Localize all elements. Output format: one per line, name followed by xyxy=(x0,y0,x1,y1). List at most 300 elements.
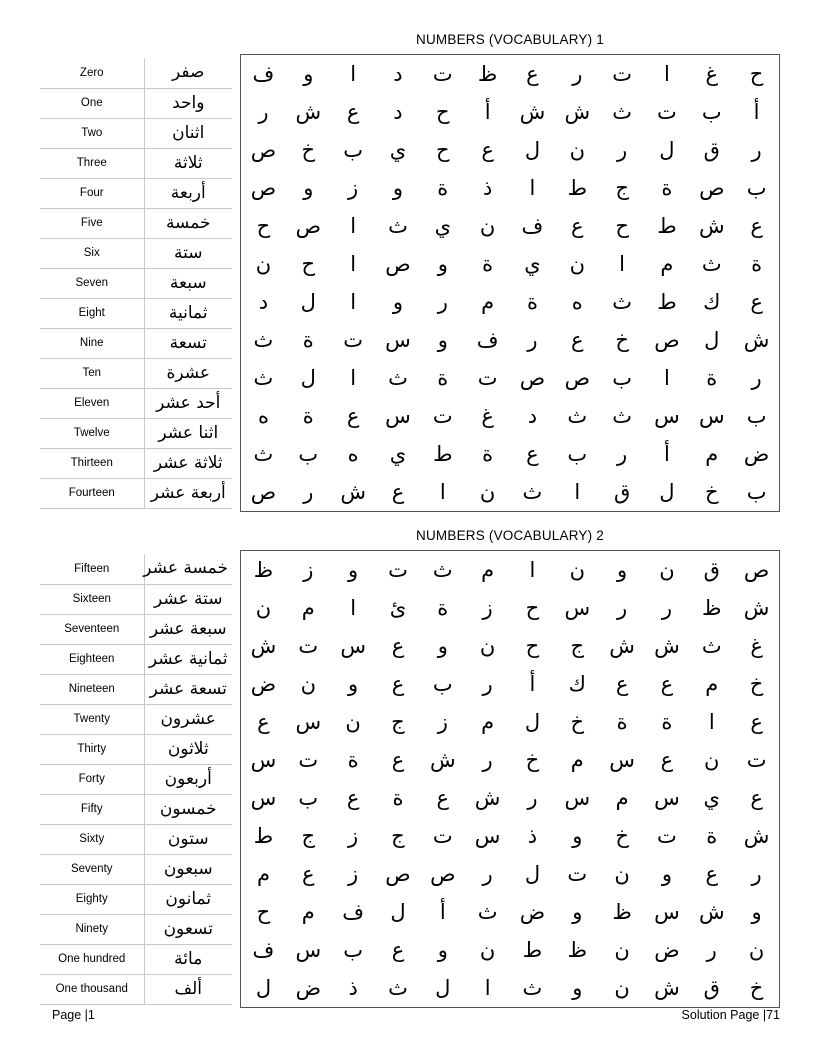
letter-grid-cell: م xyxy=(481,289,495,314)
word-english: Sixteen xyxy=(40,584,144,614)
letter-grid-cell: ا xyxy=(439,479,446,504)
letter-grid-cell: د xyxy=(258,289,269,314)
letter-grid-cell: ن xyxy=(300,671,317,696)
letter-grid-cell: ت xyxy=(746,747,767,772)
letter-grid-cell: أ xyxy=(529,671,536,696)
word-list-row xyxy=(40,794,232,824)
letter-grid-cell: ر xyxy=(482,671,493,696)
letter-grid-cell: و xyxy=(392,175,404,200)
word-english: Six xyxy=(40,238,144,268)
letter-grid-cell: و xyxy=(392,289,404,314)
letter-grid-cell: ص xyxy=(743,557,770,582)
letter-grid-cell: ي xyxy=(434,213,451,238)
letter-grid-cell: ئ xyxy=(389,595,407,620)
letter-grid-cell: ب xyxy=(298,785,319,810)
letter-grid-cell: و xyxy=(348,671,359,696)
letter-grid-cell: ش xyxy=(743,595,770,620)
word-english: Seven xyxy=(40,268,144,298)
letter-grid-cell: ي xyxy=(703,785,720,810)
word-list-2 xyxy=(40,554,232,1005)
letter-grid-cell: ق xyxy=(703,975,720,1000)
letter-grid-cell: ا xyxy=(484,975,491,1000)
word-list-body-2 xyxy=(40,554,232,1004)
word-arabic: تسعون xyxy=(144,914,232,944)
letter-grid-cell: ق xyxy=(613,479,631,504)
letter-grid-cell: ظ xyxy=(612,899,632,924)
word-list-row xyxy=(40,764,232,794)
word-list-row xyxy=(40,148,232,178)
letter-grid-cell: م xyxy=(481,557,495,582)
letter-grid-row xyxy=(241,169,779,207)
letter-grid-cell: ع xyxy=(526,61,539,86)
letter-grid-cell: ن xyxy=(479,479,496,504)
letter-grid-cell: و xyxy=(617,557,628,582)
puzzle-title-2: NUMBERS (VOCABULARY) 2 xyxy=(416,528,604,543)
letter-grid-row xyxy=(241,93,779,131)
word-arabic: سبعون xyxy=(144,854,232,884)
letter-grid-cell: ج xyxy=(391,823,405,848)
letter-grid-cell: س xyxy=(474,823,501,848)
word-arabic: سبعة xyxy=(144,268,232,298)
letter-grid-cell: ر xyxy=(617,595,628,620)
letter-grid-cell: ط xyxy=(657,289,677,314)
letter-grid-cell: س xyxy=(564,595,591,620)
letter-grid-cell: م xyxy=(705,671,719,696)
letter-grid-cell: ض xyxy=(519,899,546,924)
word-english: Three xyxy=(40,148,144,178)
letter-grid-cell: ع xyxy=(750,785,763,810)
word-english: Seventeen xyxy=(40,614,144,644)
letter-grid-row xyxy=(241,359,779,397)
letter-grid-cell: ص xyxy=(385,251,411,276)
letter-grid-cell: ث xyxy=(253,365,274,390)
letter-grid-cell: ش xyxy=(698,899,725,924)
word-list-row xyxy=(40,704,232,734)
word-list-row xyxy=(40,268,232,298)
letter-grid-row xyxy=(241,589,779,627)
letter-grid-cell: ة xyxy=(437,595,449,620)
letter-grid-row xyxy=(241,207,779,245)
letter-grid-cell: ل xyxy=(524,861,541,886)
letter-grid-cell: ة xyxy=(437,365,449,390)
letter-grid-cell: ك xyxy=(703,289,721,314)
letter-grid-cell: ت xyxy=(657,99,677,124)
word-arabic: مائة xyxy=(144,944,232,974)
letter-grid-cell: خ xyxy=(301,137,316,162)
letter-grid-cell: ظ xyxy=(253,557,274,582)
letter-grid-cell: ص xyxy=(295,213,321,238)
letter-grid-cell: ض xyxy=(295,975,321,1000)
letter-grid-cell: ظ xyxy=(702,595,722,620)
letter-grid-cell: ح xyxy=(749,61,764,86)
letter-grid-cell: ش xyxy=(654,975,680,1000)
word-list-row xyxy=(40,644,232,674)
word-arabic: اثنا عشر xyxy=(144,418,232,448)
letter-grid-cell: ع xyxy=(750,289,763,314)
word-english: One hundred xyxy=(40,944,144,974)
letter-grid-cell: ن xyxy=(255,595,272,620)
letter-grid-cell: ن xyxy=(569,557,585,582)
letter-grid-cell: ب xyxy=(343,937,364,962)
letter-grid-cell: ش xyxy=(295,99,322,124)
word-arabic: أربعة xyxy=(144,178,232,208)
letter-grid-cell: س xyxy=(385,327,411,352)
letter-grid-cell: ن xyxy=(614,975,630,1000)
letter-grid-cell: ط xyxy=(522,937,543,962)
letter-grid-cell: ل xyxy=(390,899,406,924)
letter-grid-cell: س xyxy=(654,785,680,810)
letter-grid-cell: ل xyxy=(524,137,541,162)
letter-grid-cell: ع xyxy=(615,671,629,696)
word-english: Forty xyxy=(40,764,144,794)
letter-grid-cell: ش xyxy=(698,213,725,238)
letter-grid-cell: و xyxy=(572,899,583,924)
letter-grid-cell: ر xyxy=(482,861,493,886)
letter-grid-row xyxy=(241,741,779,779)
word-list-row xyxy=(40,734,232,764)
letter-grid-cell: ح xyxy=(525,633,540,658)
letter-grid-cell: ض xyxy=(250,671,277,696)
letter-grid-row xyxy=(241,245,779,283)
letter-grid-cell: ف xyxy=(252,61,275,86)
letter-grid-cell: ص xyxy=(654,327,680,352)
letter-grid-body-1 xyxy=(241,55,779,511)
letter-grid-cell: ع xyxy=(526,441,539,466)
letter-grid-cell: ا xyxy=(664,365,670,390)
letter-grid-cell: ن xyxy=(479,213,496,238)
letter-grid-cell: ث xyxy=(567,403,588,428)
letter-grid-cell: ت xyxy=(432,403,453,428)
letter-grid-cell: ع xyxy=(257,709,270,734)
letter-grid-cell: ن xyxy=(704,747,720,772)
letter-grid-cell: ع xyxy=(346,99,360,124)
word-list-1 xyxy=(40,58,232,509)
letter-grid-cell: ع xyxy=(705,861,719,886)
word-list-row xyxy=(40,208,232,238)
word-arabic: ستون xyxy=(144,824,232,854)
letter-grid-cell: ز xyxy=(348,861,359,886)
letter-grid-cell: غ xyxy=(481,403,494,428)
letter-grid-cell: ة xyxy=(302,403,314,428)
letter-grid-cell: ع xyxy=(302,861,315,886)
letter-grid-cell: ة xyxy=(616,709,628,734)
word-english: Ninety xyxy=(40,914,144,944)
letter-grid-cell: ث xyxy=(388,975,408,1000)
letter-grid-cell: ش xyxy=(340,479,366,504)
letter-grid-cell: ت xyxy=(432,61,453,86)
letter-grid-cell: ل xyxy=(659,137,675,162)
letter-grid-cell: ا xyxy=(350,595,357,620)
letter-grid-cell: ن xyxy=(255,251,272,276)
word-english: One thousand xyxy=(40,974,144,1004)
letter-grid-cell: ح xyxy=(256,899,271,924)
letter-grid-cell: ق xyxy=(703,557,720,582)
word-english: Twenty xyxy=(40,704,144,734)
word-list-row xyxy=(40,358,232,388)
letter-grid-cell: ش xyxy=(474,785,501,810)
word-list-row xyxy=(40,884,232,914)
letter-grid-cell: ت xyxy=(477,365,498,390)
word-list-row xyxy=(40,388,232,418)
letter-grid-cell: ث xyxy=(612,403,632,428)
puzzle-title-1: NUMBERS (VOCABULARY) 1 xyxy=(416,32,604,47)
letter-grid-cell: ن xyxy=(614,861,630,886)
word-english: Eighteen xyxy=(40,644,144,674)
letter-grid-row xyxy=(241,131,779,169)
letter-grid-cell: ض xyxy=(654,937,680,962)
letter-grid-cell: د xyxy=(393,61,403,86)
letter-grid-cell: ا xyxy=(574,479,581,504)
letter-grid-cell: ة xyxy=(392,785,404,810)
letter-grid-cell: ش xyxy=(429,747,456,772)
word-arabic: أربعة عشر xyxy=(144,478,232,508)
letter-grid-cell: و xyxy=(437,633,448,658)
letter-grid-cell: ب xyxy=(746,175,767,200)
letter-grid-cell: ع xyxy=(750,213,763,238)
letter-grid-cell: و xyxy=(437,251,448,276)
letter-grid-cell: ر xyxy=(482,747,493,772)
word-arabic: ثلاثون xyxy=(144,734,232,764)
letter-grid-cell: ة xyxy=(526,289,538,314)
letter-grid-cell: ة xyxy=(706,823,718,848)
letter-grid-cell: ط xyxy=(253,823,274,848)
letter-grid-cell: ع xyxy=(436,785,450,810)
letter-grid-cell: ع xyxy=(391,747,405,772)
letter-grid-cell: س xyxy=(564,785,591,810)
letter-grid-cell: ة xyxy=(437,175,449,200)
word-arabic: ثلاثة عشر xyxy=(144,448,232,478)
letter-grid-cell: ة xyxy=(751,251,763,276)
letter-grid-cell: ا xyxy=(350,61,357,86)
word-english: Eight xyxy=(40,298,144,328)
letter-grid-cell: خ xyxy=(525,747,540,772)
letter-grid-cell: خ xyxy=(615,823,629,848)
letter-grid-cell: ح xyxy=(615,213,629,238)
letter-grid-cell: خ xyxy=(749,975,764,1000)
letter-grid-cell: ح xyxy=(256,213,271,238)
letter-grid-cell: ث xyxy=(612,99,632,124)
letter-grid-cell: ا xyxy=(350,213,357,238)
letter-grid-cell: ر xyxy=(617,137,628,162)
letter-grid-cell: ظ xyxy=(567,937,587,962)
word-arabic: ثمانية عشر xyxy=(144,644,232,674)
letter-grid-row xyxy=(241,55,779,93)
word-arabic: عشرة xyxy=(144,358,232,388)
letter-grid-cell: د xyxy=(393,99,403,124)
letter-grid-cell: س xyxy=(250,747,277,772)
letter-grid-cell: ر xyxy=(527,785,538,810)
letter-grid-2 xyxy=(241,551,779,1007)
letter-grid-cell: ث xyxy=(477,899,498,924)
letter-grid-cell: ة xyxy=(482,441,494,466)
word-english: Nineteen xyxy=(40,674,144,704)
letter-grid-cell: ف xyxy=(342,899,365,924)
letter-grid-cell: م xyxy=(660,251,674,276)
letter-grid-cell: ب xyxy=(432,671,453,696)
letter-grid-row xyxy=(241,817,779,855)
word-arabic: خمسة xyxy=(144,208,232,238)
letter-grid-cell: ط xyxy=(567,175,587,200)
letter-grid-cell: ث xyxy=(253,441,274,466)
letter-grid-cell: ذ xyxy=(482,175,493,200)
letter-grid-cell: ص xyxy=(519,365,546,390)
word-english: Thirty xyxy=(40,734,144,764)
letter-grid-cell: غ xyxy=(705,61,719,86)
word-list-row xyxy=(40,674,232,704)
letter-grid-1 xyxy=(241,55,779,511)
letter-grid-cell: ر xyxy=(527,327,538,352)
letter-grid-wrap-1 xyxy=(240,54,780,512)
letter-grid-cell: س xyxy=(385,403,411,428)
letter-grid-cell: ت xyxy=(567,861,588,886)
letter-grid-cell: ص xyxy=(699,175,725,200)
letter-grid-cell: ش xyxy=(609,633,635,658)
letter-grid-cell: ذ xyxy=(348,975,358,1000)
letter-grid-cell: س xyxy=(340,633,366,658)
word-english: Nine xyxy=(40,328,144,358)
word-english: Eleven xyxy=(40,388,144,418)
letter-grid-cell: و xyxy=(303,175,314,200)
letter-grid-cell: س xyxy=(698,403,725,428)
letter-grid-cell: ف xyxy=(476,327,499,352)
letter-grid-cell: ث xyxy=(253,327,274,352)
word-list-row xyxy=(40,554,232,584)
letter-grid-cell: ا xyxy=(529,557,536,582)
letter-grid-cell: ظ xyxy=(477,61,498,86)
letter-grid-cell: ع xyxy=(391,479,405,504)
letter-grid-cell: ي xyxy=(389,441,407,466)
letter-grid-row xyxy=(241,893,779,931)
letter-grid-cell: ة xyxy=(302,327,314,352)
letter-grid-cell: ع xyxy=(391,937,405,962)
letter-grid-cell: ز xyxy=(437,709,448,734)
word-list-row xyxy=(40,974,232,1004)
letter-grid-cell: و xyxy=(437,327,448,352)
letter-grid-row xyxy=(241,397,779,435)
word-english: One xyxy=(40,88,144,118)
letter-grid-cell: ل xyxy=(300,365,316,390)
letter-grid-cell: س xyxy=(654,899,680,924)
letter-grid-cell: ط xyxy=(433,441,453,466)
letter-grid-cell: ع xyxy=(750,709,763,734)
letter-grid-cell: خ xyxy=(704,479,719,504)
letter-grid-cell: ت xyxy=(657,823,677,848)
letter-grid-cell: ر xyxy=(617,441,628,466)
letter-grid-cell: ش xyxy=(250,633,277,658)
letter-grid-cell: ب xyxy=(612,365,632,390)
letter-grid-cell: أ xyxy=(484,99,491,124)
letter-grid-cell: ص xyxy=(250,479,277,504)
letter-grid-row xyxy=(241,321,779,359)
letter-grid-cell: ل xyxy=(524,709,541,734)
letter-grid-cell: و xyxy=(661,861,672,886)
letter-grid-cell: ر xyxy=(751,861,762,886)
letter-grid-cell: ص xyxy=(564,365,590,390)
letter-grid-cell: أ xyxy=(664,441,670,466)
letter-grid-cell: ع xyxy=(571,327,584,352)
letter-grid-cell: ج xyxy=(391,709,405,734)
letter-grid-row xyxy=(241,473,779,511)
letter-grid-cell: ن xyxy=(569,137,585,162)
letter-grid-cell: ب xyxy=(298,441,319,466)
letter-grid-cell: ا xyxy=(350,289,357,314)
letter-grid-cell: م xyxy=(256,861,270,886)
letter-grid-cell: ة xyxy=(347,747,359,772)
letter-grid-cell: و xyxy=(572,823,583,848)
letter-grid-cell: ة xyxy=(482,251,494,276)
letter-grid-cell: غ xyxy=(750,633,763,658)
letter-grid-row xyxy=(241,551,779,589)
letter-grid-cell: ح xyxy=(436,99,450,124)
letter-grid-cell: ت xyxy=(343,327,364,352)
word-list-row xyxy=(40,328,232,358)
letter-grid-cell: ب xyxy=(746,479,767,504)
letter-grid-cell: ر xyxy=(258,99,269,124)
letter-grid-cell: ث xyxy=(388,365,408,390)
word-english: Zero xyxy=(40,58,144,88)
word-list-row xyxy=(40,178,232,208)
letter-grid-cell: ه xyxy=(347,441,359,466)
letter-grid-cell: س xyxy=(295,709,322,734)
letter-grid-cell: ب xyxy=(343,137,364,162)
letter-grid-cell: ق xyxy=(703,137,720,162)
letter-grid-cell: ة xyxy=(706,365,718,390)
letter-grid-cell: خ xyxy=(749,671,764,696)
letter-grid-cell: و xyxy=(751,899,762,924)
letter-grid-cell: ش xyxy=(519,99,546,124)
word-arabic: تسعة عشر xyxy=(144,674,232,704)
letter-grid-cell: م xyxy=(570,747,584,772)
word-arabic: ستة xyxy=(144,238,232,268)
word-list-body-1 xyxy=(40,58,232,508)
letter-grid-cell: ج xyxy=(301,823,316,848)
letter-grid-cell: ع xyxy=(346,403,360,428)
word-arabic: ستة عشر xyxy=(144,584,232,614)
letter-grid-cell: ع xyxy=(660,671,674,696)
word-arabic: واحد xyxy=(144,88,232,118)
word-english: Fifty xyxy=(40,794,144,824)
word-list-row xyxy=(40,854,232,884)
letter-grid-cell: س xyxy=(654,403,680,428)
word-list-row xyxy=(40,448,232,478)
letter-grid-cell: س xyxy=(609,747,635,772)
letter-grid-cell: ا xyxy=(664,61,670,86)
letter-grid-cell: ن xyxy=(569,251,585,276)
letter-grid-cell: ع xyxy=(660,747,674,772)
word-arabic: خمسون xyxy=(144,794,232,824)
letter-grid-cell: و xyxy=(303,61,314,86)
word-list-row xyxy=(40,584,232,614)
letter-grid-cell: د xyxy=(527,403,538,428)
word-arabic: ثمانون xyxy=(144,884,232,914)
letter-grid-cell: ث xyxy=(701,633,722,658)
letter-grid-cell: ل xyxy=(255,975,272,1000)
letter-grid-cell: خ xyxy=(615,327,629,352)
letter-grid-cell: ش xyxy=(564,99,591,124)
letter-grid-cell: ت xyxy=(388,557,408,582)
letter-grid-cell: م xyxy=(301,595,315,620)
letter-grid-cell: ذ xyxy=(527,823,538,848)
letter-grid-cell: أ xyxy=(753,99,760,124)
letter-grid-cell: ن xyxy=(479,937,496,962)
letter-grid-cell: ن xyxy=(479,633,496,658)
letter-grid-cell: ن xyxy=(345,709,361,734)
word-arabic: ثمانية xyxy=(144,298,232,328)
word-list-row xyxy=(40,914,232,944)
word-arabic: أحد عشر xyxy=(144,388,232,418)
letter-grid-body-2 xyxy=(241,551,779,1007)
word-english: Five xyxy=(40,208,144,238)
